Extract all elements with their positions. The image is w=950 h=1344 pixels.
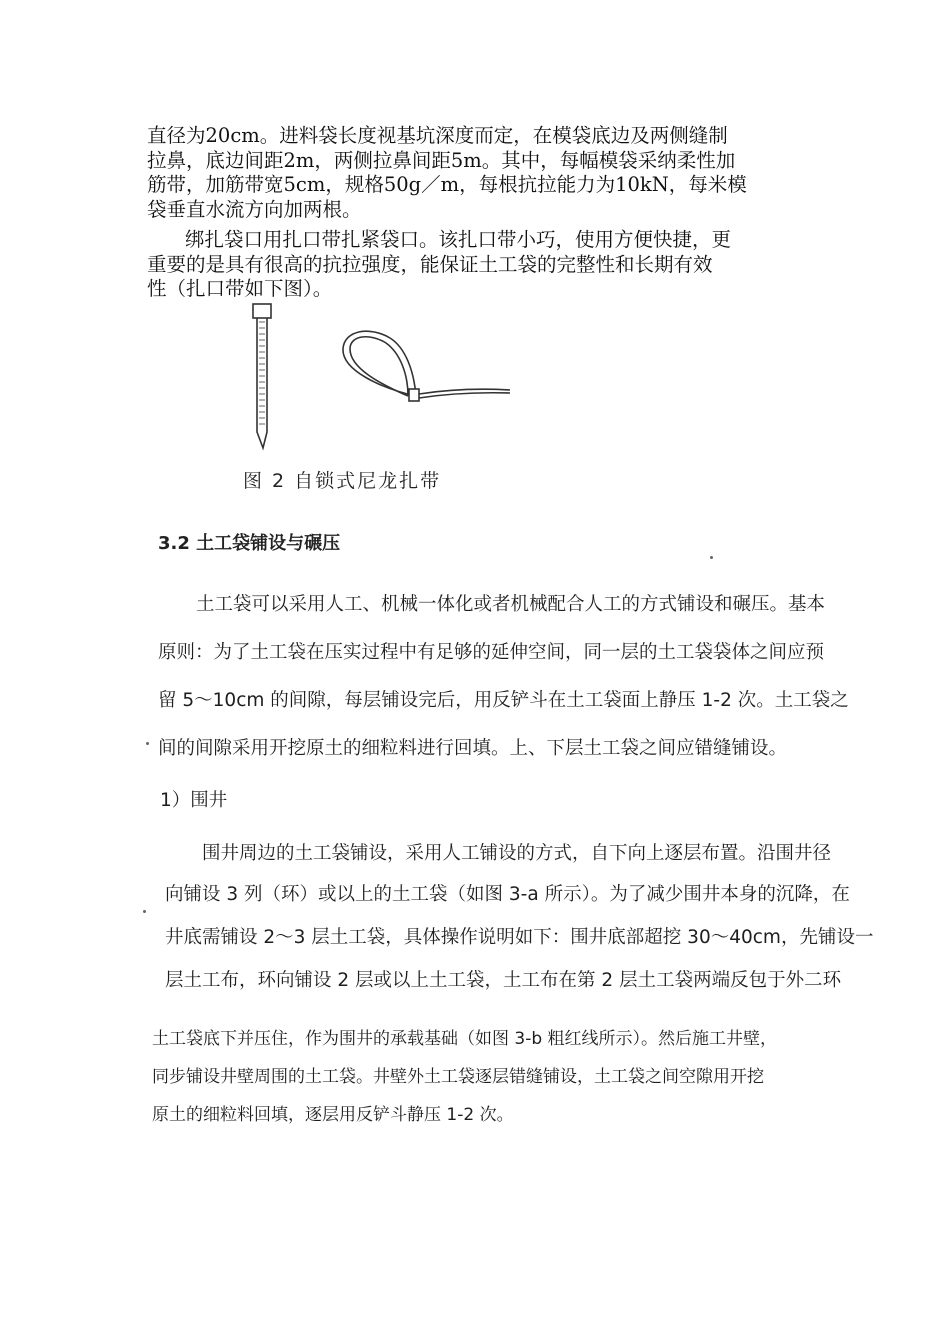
text-line: 间的间隙采用开挖原土的细粒料进行回填。上、下层土工袋之间应错缝铺设。	[158, 738, 788, 759]
text-line: 层土工布，环向铺设 2 层或以上土工袋，土工布在第 2 层土工袋两端反包于外二环	[165, 970, 842, 991]
text-line: 土工袋底下并压住，作为围井的承载基础（如图 3-b 粗红线所示）。然后施工井壁，	[152, 1029, 778, 1049]
text-line: 同步铺设井壁周围的土工袋。井壁外土工袋逐层错缝铺设，土工袋之间空隙用开挖	[152, 1067, 764, 1087]
text-line: 重要的是具有很高的抗拉强度，能保证土工袋的完整性和长期有效	[147, 252, 713, 276]
intro-paragraph	[147, 124, 807, 222]
text-line: 原则：为了土工袋在压实过程中有足够的延伸空间，同一层的土工袋袋体之间应预	[158, 642, 825, 663]
text-line: 围井周边的土工袋铺设，采用人工铺设的方式，自下向上逐层布置。沿围井径	[202, 843, 832, 864]
text-line: 直径为20cm。进料袋长度视基坑深度而定，在模袋底边及两侧缝制	[147, 124, 728, 147]
text-line: 绑扎袋口用扎口带扎紧袋口。该扎口带小巧，使用方便快捷，更	[185, 228, 732, 251]
text-line: 拉鼻，底边间距2m，两侧拉鼻间距5m。其中，每幅模袋采纳柔性加	[147, 148, 736, 172]
tie-paragraph	[147, 228, 807, 302]
looped-cable-tie-drawing	[343, 331, 510, 401]
text-line: 向铺设 3 列（环）或以上的土工袋（如图 3-a 所示）。为了减少围井本身的沉降，在	[165, 884, 850, 905]
straight-cable-tie-drawing	[253, 304, 271, 448]
text-line: 性（扎口带如下图）。	[147, 277, 333, 300]
subheading: 1）围井	[160, 790, 228, 811]
text-line: 原土的细粒料回填，逐层用反铲斗静压 1-2 次。	[152, 1105, 514, 1125]
scan-speck	[146, 742, 149, 745]
text-line: 土工袋可以采用人工、机械一体化或者机械配合人工的方式铺设和碾压。基本	[196, 594, 826, 615]
figure-caption: 图 2 自锁式尼龙扎带	[243, 470, 442, 492]
text-line: 筋带，加筋带宽5cm，规格50g／m，每根抗拉能力为10kN，每米模	[147, 173, 747, 196]
text-line: 井底需铺设 2～3 层土工袋，具体操作说明如下：围井底部超挖 30～40cm，先铺设一	[165, 927, 874, 948]
text-line: 袋垂直水流方向加两根。	[147, 197, 362, 221]
section-heading: 3.2 土工袋铺设与碾压	[158, 533, 341, 554]
text-line: 留 5～10cm 的间隙，每层铺设完后，用反铲斗在土工袋面上静压 1-2 次。土工袋之	[158, 690, 849, 711]
scan-speck	[710, 556, 713, 559]
scan-speck	[143, 910, 146, 913]
